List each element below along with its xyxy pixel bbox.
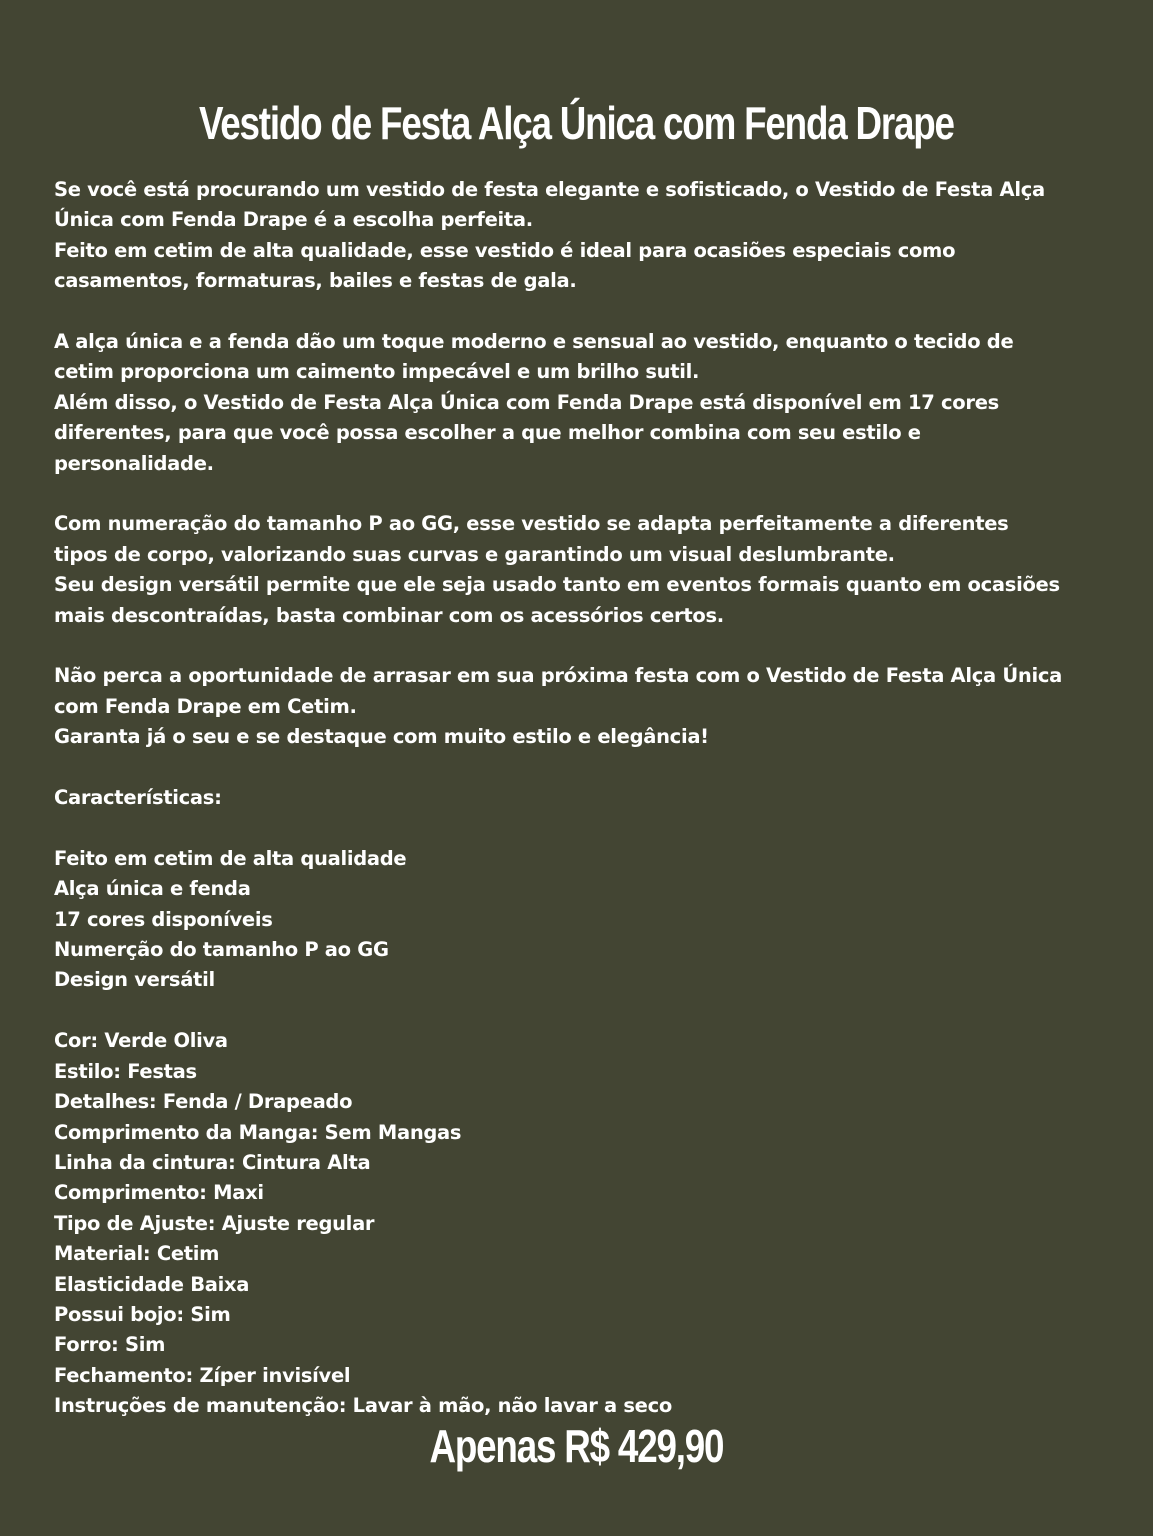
paragraph-gap	[54, 753, 1114, 783]
spec-item: Fechamento: Zíper invisível	[54, 1363, 351, 1387]
spec-item: Detalhes: Fenda / Drapeado	[54, 1090, 353, 1114]
paragraph-gap	[54, 479, 1114, 509]
text-line: Seu design versátil permite que ele seja usado tanto em eventos formais quanto em ocasiões	[54, 573, 1060, 597]
features-heading: Características:	[54, 786, 222, 810]
page-title: Vestido de Festa Alça Única com Fenda Drape	[198, 97, 954, 149]
paragraph-gap	[54, 813, 1114, 843]
description-paragraph	[54, 661, 1114, 752]
spec-item: Instruções de manutenção: Lavar à mão, não lavar a seco	[54, 1394, 672, 1418]
spec-item: Forro: Sim	[54, 1333, 166, 1357]
paragraph-gap	[54, 631, 1114, 661]
feature-item: Alça única e fenda	[54, 877, 251, 901]
feature-item: Feito em cetim de alta qualidade	[54, 846, 407, 870]
feature-item: Numerção do tamanho P ao GG	[54, 938, 389, 962]
text-line: diferentes, para que você possa escolher a que melhor combina com seu estilo e	[54, 421, 921, 445]
spec-item: Material: Cetim	[54, 1242, 220, 1266]
spec-item: Comprimento da Manga: Sem Mangas	[54, 1120, 462, 1144]
text-line: Se você está procurando um vestido de festa elegante e sofisticado, o Vestido de Festa Alça	[54, 178, 1045, 201]
spec-item: Tipo de Ajuste: Ajuste regular	[54, 1211, 375, 1235]
text-line: cetim proporciona um caimento impecável e um brilho sutil.	[54, 360, 700, 384]
text-line: tipos de corpo, valorizando suas curvas e garantindo um visual deslumbrante.	[54, 542, 895, 566]
description-paragraph	[54, 509, 1114, 631]
spec-item: Possui bojo: Sim	[54, 1302, 231, 1326]
spec-item: Elasticidade Baixa	[54, 1272, 250, 1296]
text-line: A alça única e a fenda dão um toque moderno e sensual ao vestido, enquanto o tecido de	[54, 330, 1014, 354]
features-list	[54, 844, 1114, 996]
paragraph-gap	[54, 996, 1114, 1026]
text-line: Única com Fenda Drape é a escolha perfeita.	[54, 208, 533, 232]
feature-item: Design versátil	[54, 968, 215, 992]
price-label: Apenas R$ 429,90	[429, 1420, 724, 1472]
text-line: personalidade.	[54, 451, 214, 475]
spec-item: Cor: Verde Oliva	[54, 1029, 228, 1053]
text-line: Não perca a oportunidade de arrasar em sua próxima festa com o Vestido de Festa Alça Única	[54, 664, 1062, 688]
spec-item: Linha da cintura: Cintura Alta	[54, 1150, 371, 1174]
description-paragraph	[54, 327, 1114, 479]
product-description	[54, 175, 1114, 1422]
text-line: casamentos, formaturas, bailes e festas de gala.	[54, 269, 577, 293]
text-line: Com numeração do tamanho P ao GG, esse vestido se adapta perfeitamente a diferentes	[54, 512, 1009, 536]
description-paragraph	[54, 175, 1114, 297]
text-line: Garanta já o seu e se destaque com muito estilo e elegância!	[54, 725, 709, 749]
text-line: com Fenda Drape em Cetim.	[54, 694, 357, 718]
text-line: Além disso, o Vestido de Festa Alça Única com Fenda Drape está disponível em 17 cores	[54, 390, 999, 414]
paragraph-gap	[54, 297, 1114, 327]
spec-item: Estilo: Festas	[54, 1059, 197, 1083]
feature-item: 17 cores disponíveis	[54, 907, 273, 931]
text-line: mais descontraídas, basta combinar com os acessórios certos.	[54, 603, 724, 627]
text-line: Feito em cetim de alta qualidade, esse vestido é ideal para ocasiões especiais como	[54, 238, 956, 262]
spec-item: Comprimento: Maxi	[54, 1181, 264, 1205]
specs-list	[54, 1026, 1114, 1421]
